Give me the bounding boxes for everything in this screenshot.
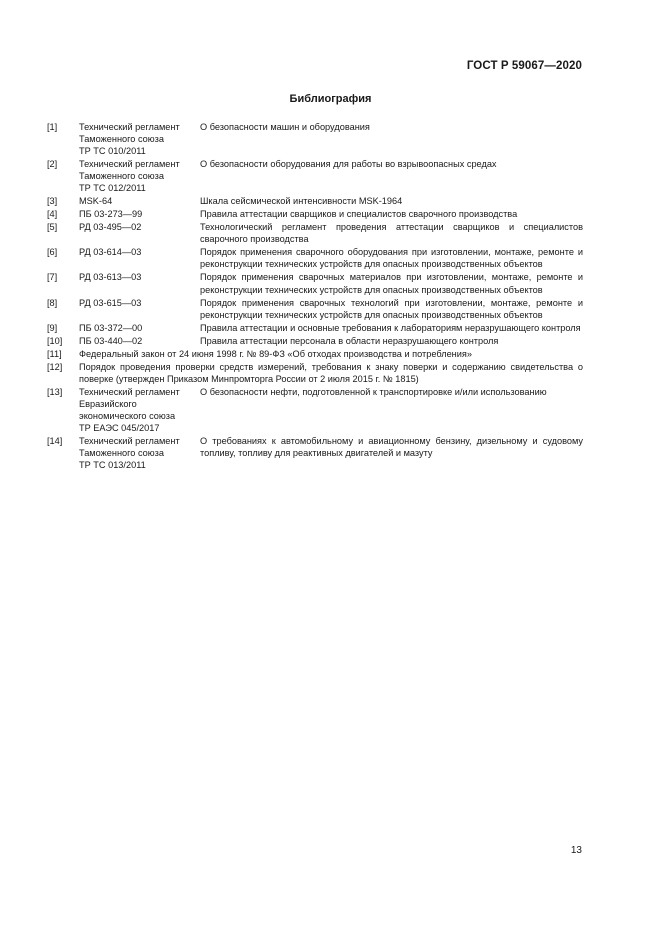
entry-number: [3] <box>47 196 58 207</box>
entry-description: Правила аттестации персонала в области неразрушающего контроля <box>200 335 499 346</box>
entry-number: [14] <box>47 435 63 446</box>
entry-number: [6] <box>47 247 58 258</box>
bibliography-entry <box>47 158 583 194</box>
entry-number: [11] <box>47 348 62 359</box>
bibliography-entry <box>47 221 583 245</box>
entry-number: [7] <box>47 272 58 283</box>
bibliography-entry <box>47 246 583 270</box>
entry-reference: MSK-64 <box>79 196 113 207</box>
bibliography-entry <box>47 335 583 347</box>
entry-description: Порядок применения сварочных материалов при изготовлении, монтаже, ремонте и реконструкции технических устройств для опасных производственных объектов <box>200 272 583 295</box>
entry-description: Правила аттестации и основные требования к лабораториям неразрушающего контроля <box>200 322 581 333</box>
entry-reference: РД 03-613—03 <box>79 272 142 283</box>
bibliography-entry <box>47 271 583 295</box>
entry-description: Порядок проведения проверки средств измерений, требования к знаку поверки и содержанию свидетельства о поверке (утвержден Приказом Минпромторга России от 2 июля 2015 г. № 1815) <box>79 361 583 384</box>
bibliography-entry <box>47 121 583 157</box>
entry-reference: ПБ 03-372—00 <box>79 322 143 333</box>
bibliography-list <box>47 121 583 472</box>
bibliography-entry <box>47 322 583 334</box>
bibliography-entry <box>47 195 583 207</box>
entry-reference: РД 03-495—02 <box>79 222 142 233</box>
bibliography-entry <box>47 208 583 220</box>
bibliography-entry <box>47 297 583 321</box>
entry-description: Порядок применения сварочного оборудования при изготовлении, монтаже, ремонте и реконструкции технических устройств для опасных производственных объектов <box>200 247 583 270</box>
entry-reference: Технический регламент Евразийского экономического союза ТР ЕАЭС 045/2017 <box>79 386 180 433</box>
bibliography-entry <box>47 435 583 471</box>
entry-number: [12] <box>47 361 63 372</box>
entry-number: [13] <box>47 386 63 397</box>
entry-reference: Технический регламент Таможенного союза ТР ТС 012/2011 <box>79 159 180 194</box>
entry-number: [1] <box>47 122 58 132</box>
entry-reference: РД 03-614—03 <box>79 247 142 258</box>
entry-description: О требованиях к автомобильному и авиационному бензину, дизельному и судовому топливу, топливу для реактивных двигателей и мазуту <box>200 435 583 459</box>
bibliography-entry <box>47 361 583 385</box>
entry-number: [8] <box>47 297 58 308</box>
entry-description: Федеральный закон от 24 июня 1998 г. № 89-ФЗ «Об отходах производства и потребления» <box>79 348 472 359</box>
bibliography-entry <box>47 386 583 434</box>
page-number: 13 <box>570 845 582 856</box>
entry-number: [5] <box>47 222 58 233</box>
bibliography-entry <box>47 348 583 360</box>
entry-description: Технологический регламент проведения аттестации сварщиков и специалистов сварочного производства <box>200 222 583 245</box>
bibliography-title: Библиография <box>289 93 372 105</box>
entry-number: [9] <box>47 322 58 333</box>
entry-description: Шкала сейсмической интенсивности MSK-1964 <box>200 196 403 207</box>
entry-description: О безопасности оборудования для работы во взрывоопасных средах <box>200 159 497 170</box>
entry-reference: Технический регламент Таможенного союза ТР ТС 010/2011 <box>79 122 180 157</box>
entry-reference: ПБ 03-273—99 <box>79 209 143 220</box>
entry-description: О безопасности нефти, подготовленной к транспортировке и/или использованию <box>200 386 547 397</box>
entry-number: [2] <box>47 159 58 170</box>
entry-reference: ПБ 03-440—02 <box>79 335 143 346</box>
entry-description: О безопасности машин и оборудования <box>200 122 370 132</box>
entry-description: Правила аттестации сварщиков и специалистов сварочного производства <box>200 209 518 220</box>
standard-designation: ГОСТ Р 59067—2020 <box>466 60 582 72</box>
entry-reference: РД 03-615—03 <box>79 297 142 308</box>
entry-number: [10] <box>47 335 63 346</box>
entry-number: [4] <box>47 209 58 220</box>
entry-reference: Технический регламент Таможенного союза ТР ТС 013/2011 <box>79 435 180 471</box>
entry-description: Порядок применения сварочных технологий при изготовлении, монтаже, ремонте и реконструкции технических устройств для опасных производственных объектов <box>200 297 583 320</box>
